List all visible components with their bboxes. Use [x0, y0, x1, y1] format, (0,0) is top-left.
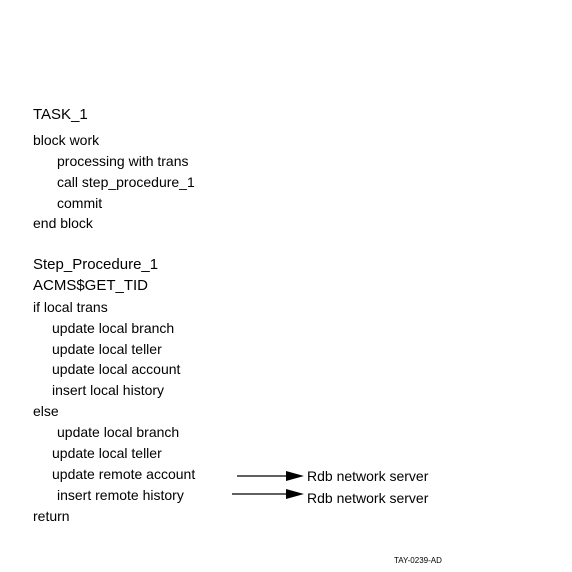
- code-line: update remote account: [52, 466, 196, 482]
- code-line: insert local history: [52, 382, 165, 398]
- code-line: block work: [33, 132, 100, 148]
- code-line: return: [33, 508, 70, 524]
- code-line: call step_procedure_1: [57, 174, 195, 190]
- procedure-title: Step_Procedure_1: [33, 256, 159, 273]
- code-line: commit: [57, 195, 103, 211]
- arrow-remote-history: [232, 489, 304, 499]
- code-line: end block: [33, 215, 93, 231]
- task-title: TASK_1: [33, 106, 88, 123]
- rdb-network-server-label: Rdb network server: [307, 490, 429, 506]
- rdb-network-server-label: Rdb network server: [307, 468, 429, 484]
- code-line: ACMS$GET_TID: [33, 277, 149, 294]
- code-line: update local teller: [52, 341, 162, 357]
- arrow-remote-account: [237, 471, 304, 481]
- code-line: update local branch: [57, 424, 180, 440]
- code-line: else: [33, 403, 59, 419]
- code-line: update local branch: [52, 320, 175, 336]
- code-line: if local trans: [33, 299, 108, 315]
- figure-id: TAY-0239-AD: [394, 556, 442, 565]
- code-line: processing with trans: [57, 153, 189, 169]
- code-line: update local teller: [52, 445, 162, 461]
- code-line: insert remote history: [57, 487, 184, 503]
- code-line: update local account: [52, 361, 181, 377]
